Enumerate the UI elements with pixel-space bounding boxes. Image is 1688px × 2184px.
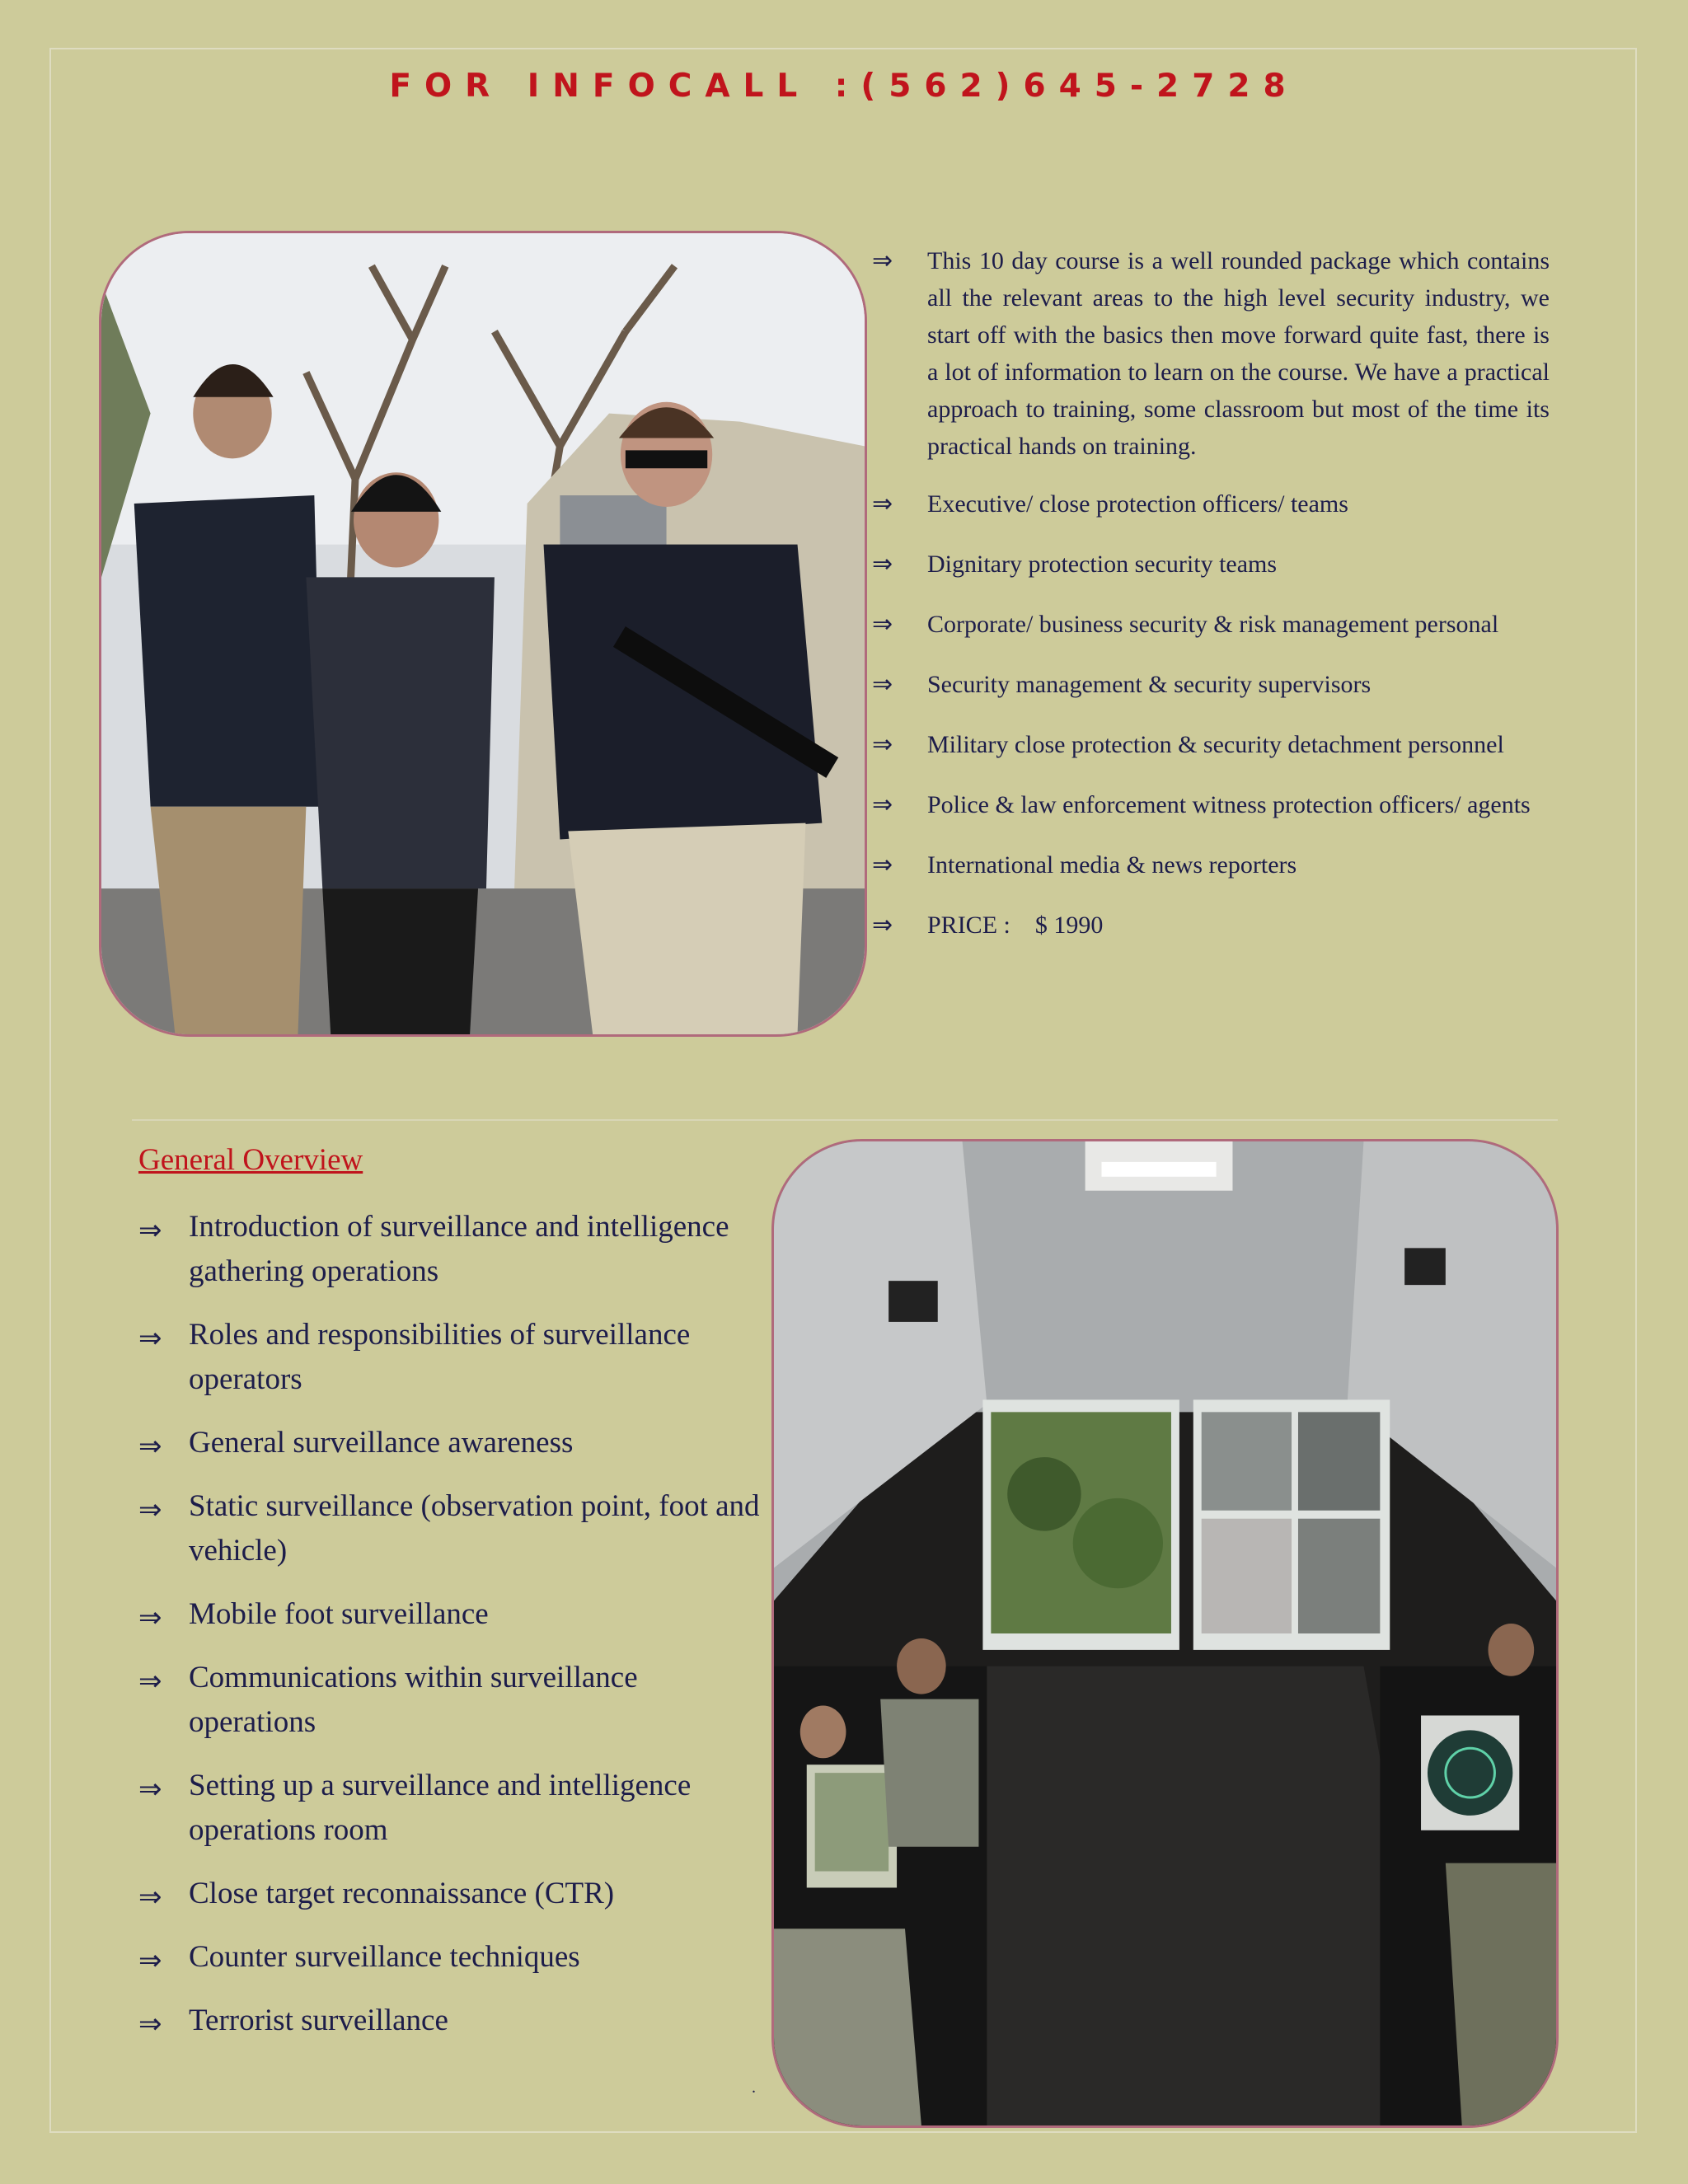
rightwards-double-arrow-icon: ⇒ — [872, 730, 893, 759]
rightwards-double-arrow-icon: ⇒ — [872, 670, 893, 699]
list-item-text: International media & news reporters — [927, 851, 1297, 879]
list-item-text: Setting up a surveillance and intelligence operations room — [189, 1769, 692, 1847]
rightwards-double-arrow-icon: ⇒ — [138, 1430, 162, 1463]
list-item-text: Counter surveillance techniques — [189, 1940, 580, 1974]
list-item-text: Executive/ close protection officers/ teams — [927, 490, 1348, 518]
list-item — [138, 1421, 765, 1465]
list-item — [872, 726, 1550, 763]
rightwards-double-arrow-icon: ⇒ — [138, 1773, 162, 1806]
list-item-text: Police & law enforcement witness protection officers/ agents — [927, 791, 1531, 818]
rightwards-double-arrow-icon: ⇒ — [138, 1214, 162, 1247]
list-item — [138, 1313, 765, 1402]
list-item-text: Introduction of surveillance and intelligence gathering operations — [189, 1210, 729, 1288]
rightwards-double-arrow-icon: ⇒ — [872, 246, 893, 275]
rightwards-double-arrow-icon: ⇒ — [138, 1944, 162, 1977]
list-item-text: Close target reconnaissance (CTR) — [189, 1877, 615, 1910]
list-item — [872, 786, 1550, 823]
list-item-text: Corporate/ business security & risk management personal — [927, 611, 1499, 638]
list-item-text: Roles and responsibilities of surveillance operators — [189, 1318, 691, 1396]
price-item — [872, 907, 1550, 944]
list-item — [138, 1484, 765, 1573]
list-item-text: Military close protection & security detachment personnel — [927, 731, 1504, 758]
list-item-text: Mobile foot surveillance — [189, 1597, 489, 1631]
list-item — [138, 1656, 765, 1745]
rightwards-double-arrow-icon: ⇒ — [872, 911, 893, 940]
list-item — [872, 846, 1550, 883]
security-team-photo — [99, 231, 867, 1037]
list-item-text: General surveillance awareness — [189, 1426, 574, 1460]
list-item — [872, 666, 1550, 703]
rightwards-double-arrow-icon: ⇒ — [872, 851, 893, 879]
list-item-text: Terrorist surveillance — [189, 2004, 448, 2037]
rightwards-double-arrow-icon: ⇒ — [138, 1601, 162, 1634]
list-item — [872, 242, 1550, 465]
list-item — [138, 1935, 765, 1980]
overview-title: General Overview — [138, 1143, 363, 1177]
rightwards-double-arrow-icon: ⇒ — [872, 610, 893, 639]
list-item — [138, 1872, 765, 1916]
list-item — [138, 1764, 765, 1853]
list-item-text: Static surveillance (observation point, foot and vehicle) — [189, 1489, 760, 1568]
footer-dot: . — [752, 2079, 756, 2097]
list-item — [872, 485, 1550, 523]
list-item — [138, 1999, 765, 2043]
contact-header: FOR INFOCALL :(562)645-2728 — [389, 68, 1299, 105]
section-divider — [132, 1119, 1558, 1121]
rightwards-double-arrow-icon: ⇒ — [138, 2008, 162, 2041]
rightwards-double-arrow-icon: ⇒ — [138, 1665, 162, 1698]
list-item-text: Security management & security supervisors — [927, 671, 1372, 698]
overview-list — [138, 1205, 765, 2062]
rightwards-double-arrow-icon: ⇒ — [138, 1322, 162, 1355]
course-description: This 10 day course is a well rounded package which contains all the relevant areas to the high level security industry, we start off with the basics then move forward quite fast, there is a lot of information to learn on the course. We have a practical approach to training, some classroom but most of the time its practical hands on training. — [927, 247, 1550, 460]
rightwards-double-arrow-icon: ⇒ — [872, 550, 893, 579]
list-item — [138, 1205, 765, 1294]
price-value: $ 1990 — [1034, 912, 1104, 939]
list-item-text: Communications within surveillance operations — [189, 1661, 638, 1739]
list-item — [872, 606, 1550, 643]
list-item-text: Dignitary protection security teams — [927, 551, 1278, 578]
rightwards-double-arrow-icon: ⇒ — [138, 1881, 162, 1914]
rightwards-double-arrow-icon: ⇒ — [872, 790, 893, 819]
list-item — [138, 1592, 765, 1637]
list-item — [872, 546, 1550, 583]
operations-room-photo — [771, 1139, 1559, 2128]
course-info-list — [872, 242, 1550, 967]
rightwards-double-arrow-icon: ⇒ — [138, 1493, 162, 1526]
price-label: PRICE : — [927, 912, 1010, 939]
rightwards-double-arrow-icon: ⇒ — [872, 490, 893, 518]
